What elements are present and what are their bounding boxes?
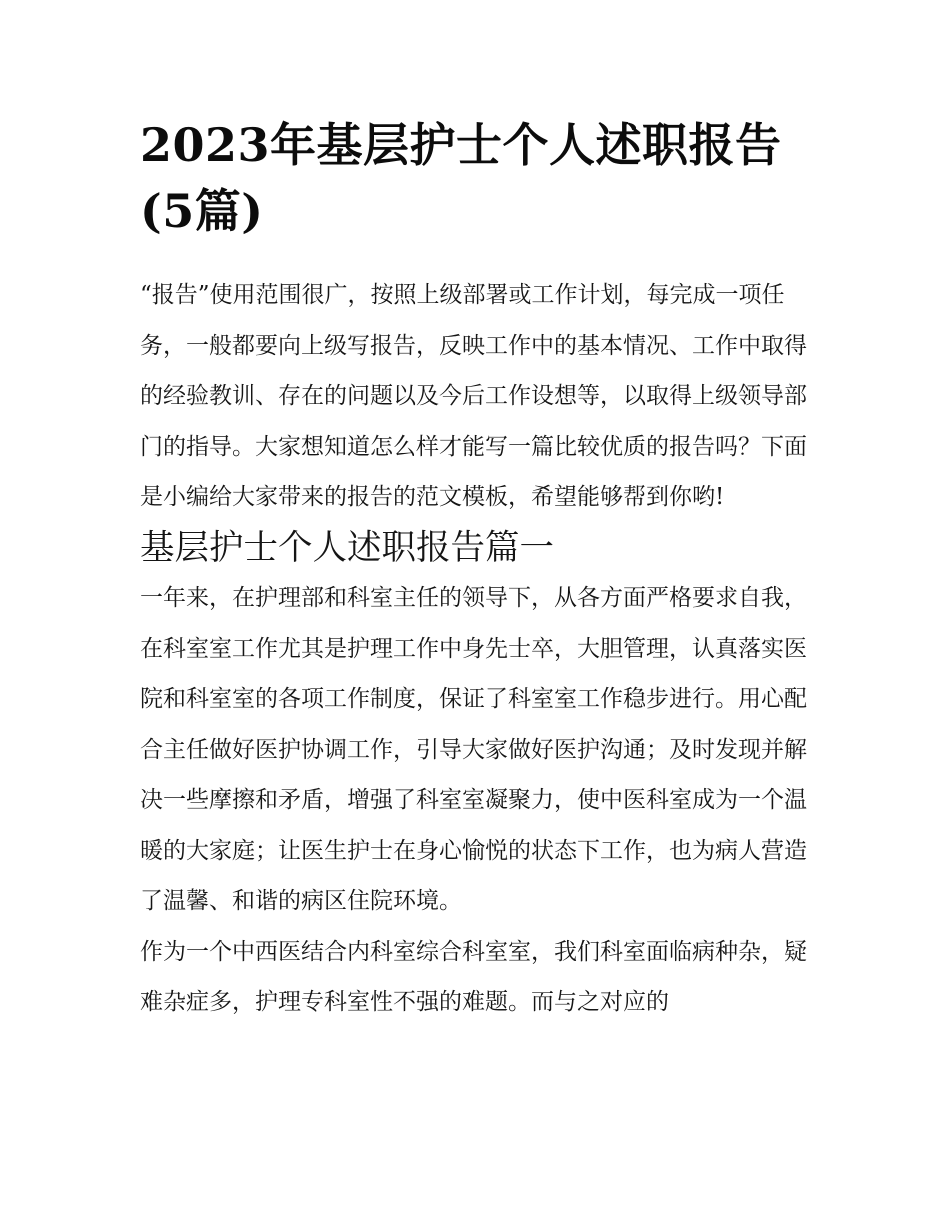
document-body xyxy=(140,270,812,1028)
document-page xyxy=(140,112,812,1028)
section-paragraph: 作为一个中西医结合内科室综合科室室，我们科室面临病种杂，疑难杂症多，护理专科室性不强的难题。而与之对应的 xyxy=(140,938,807,1015)
document-title: 2023年基层护士个人述职报告(5篇) xyxy=(140,118,782,238)
section-heading: 基层护士个人述职报告篇一 xyxy=(140,527,554,568)
section-paragraph: 一年来，在护理部和科室主任的领导下，从各方面严格要求自我，在科室室工作尤其是护理工作中身先士卒，大胆管理，认真落实医院和科室室的各项工作制度，保证了科室室工作稳步进行。用心配合主任做好医护协调工作，引导大家做好医护沟通；及时发现并解决一些摩擦和矛盾，增强了科室室凝聚力，使中医科室成为一个温暖的大家庭；让医生护士在身心愉悦的状态下工作，也为病人营造了温馨、和谐的病区住院环境。 xyxy=(140,585,807,914)
intro-paragraph: “报告”使用范围很广，按照上级部署或工作计划，每完成一项任务，一般都要向上级写报告，反映工作中的基本情况、工作中取得的经验教训、存在的问题以及今后工作设想等，以取得上级领导部门的指导。大家想知道怎么样才能写一篇比较优质的报告吗？下面是小编给大家带来的报告的范文模板，希望能够帮到你哟! xyxy=(140,282,807,510)
